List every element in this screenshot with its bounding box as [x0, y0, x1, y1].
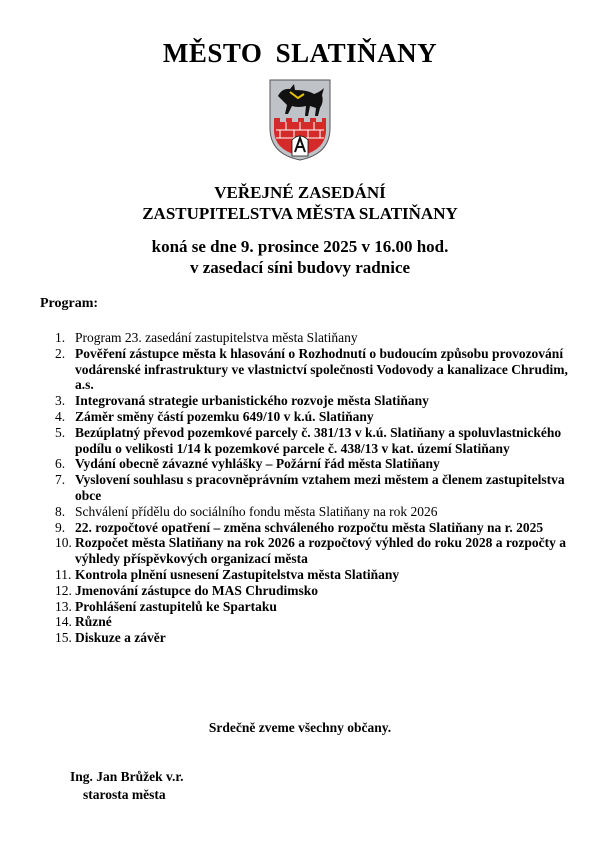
signatory-role: starosta města — [83, 787, 166, 802]
item-number: 13. — [55, 598, 72, 614]
heading-line-2: ZASTUPITELSTVA MĚSTA SLATIŇANY — [142, 204, 458, 223]
item-text: Schválení přídělu do sociálního fondu města Slatiňany na rok 2026 — [75, 503, 438, 519]
list-item — [55, 630, 575, 646]
list-item — [55, 330, 575, 346]
list-item — [55, 583, 575, 599]
heading-line-1: VEŘEJNÉ ZASEDÁNÍ — [214, 183, 386, 202]
meeting-time-place — [0, 236, 600, 278]
item-number: 5. — [55, 424, 66, 440]
list-item — [55, 409, 575, 425]
list-item — [55, 567, 575, 583]
page-title: MĚSTO SLATIŇANY — [162, 38, 438, 68]
list-item — [55, 472, 575, 504]
item-number: 10. — [55, 535, 72, 551]
item-text: Integrovaná strategie urbanistického rozvoje města Slatiňany — [75, 393, 429, 409]
item-number: 2. — [55, 345, 66, 361]
item-text: Jmenování zástupce do MAS Chrudimsko — [75, 582, 319, 598]
list-item — [55, 425, 575, 457]
item-number: 14. — [55, 614, 72, 630]
item-number: 4. — [55, 408, 66, 424]
signature-block — [70, 768, 184, 804]
item-text: Vydání obecně závazné vyhlášky – Požární řád města Slatiňany — [75, 456, 440, 472]
list-item — [55, 599, 575, 615]
program-list — [55, 330, 575, 646]
item-text: Záměr směny částí pozemku 649/10 v k.ú. Slatiňany — [75, 408, 374, 424]
item-text: Vyslovení souhlasu s pracovněprávním vztahem mezi městem a členem zastupitelstva obce — [75, 472, 565, 503]
item-number: 12. — [55, 582, 72, 598]
list-item — [55, 535, 575, 567]
item-number: 15. — [55, 630, 72, 646]
list-item — [55, 520, 575, 536]
list-item — [55, 346, 575, 393]
item-text: 22. rozpočtové opatření – změna schváleného rozpočtu města Slatiňany na r. 2025 — [75, 519, 544, 535]
item-text: Různé — [75, 614, 112, 630]
item-number: 1. — [55, 330, 66, 345]
item-text: Rozpočet města Slatiňany na rok 2026 a rozpočtový výhled do roku 2028 a rozpočty a výhledy příspěvkových organizací města — [75, 535, 567, 567]
item-text: Diskuze a závěr — [75, 630, 166, 646]
meeting-date-line: koná se dne 9. prosince 2025 v 16.00 hod. — [151, 237, 449, 256]
item-text: Kontrola plnění usnesení Zastupitelstva města Slatiňany — [75, 566, 400, 582]
closing-invitation: Srdečně zveme všechny občany. — [208, 720, 392, 735]
item-text: Program 23. zasedání zastupitelstva města Slatiňany — [75, 330, 358, 345]
item-text: Pověření zástupce města k hlasování o Rozhodnutí o budoucím způsobu provozování vodárenské infrastruktury ve vlastnictví společnosti Vodovody a kanalizace Chrudim, a.s. — [75, 345, 568, 393]
item-number: 7. — [55, 472, 66, 488]
item-number: 6. — [55, 456, 66, 472]
item-number: 9. — [55, 519, 66, 535]
coat-of-arms-icon — [268, 78, 332, 162]
item-number: 8. — [55, 503, 66, 519]
program-label: Program: — [40, 296, 99, 311]
meeting-place-line: v zasedací síni budovy radnice — [189, 258, 411, 277]
item-number: 11. — [55, 566, 72, 582]
list-item — [55, 504, 575, 520]
list-item — [55, 456, 575, 472]
item-text: Bezúplatný převod pozemkové parcely č. 381/13 v k.ú. Slatiňany a spoluvlastnického podílu o velikosti 1/14 k pozemkové parcele č. 438/13 v kat. území Slatiňany — [75, 424, 562, 456]
list-item — [55, 393, 575, 409]
item-number: 3. — [55, 393, 66, 409]
meeting-heading — [0, 182, 600, 224]
signatory-name: Ing. Jan Brůžek v.r. — [70, 769, 184, 784]
list-item — [55, 614, 575, 630]
item-text: Prohlášení zastupitelů ke Spartaku — [75, 598, 277, 614]
